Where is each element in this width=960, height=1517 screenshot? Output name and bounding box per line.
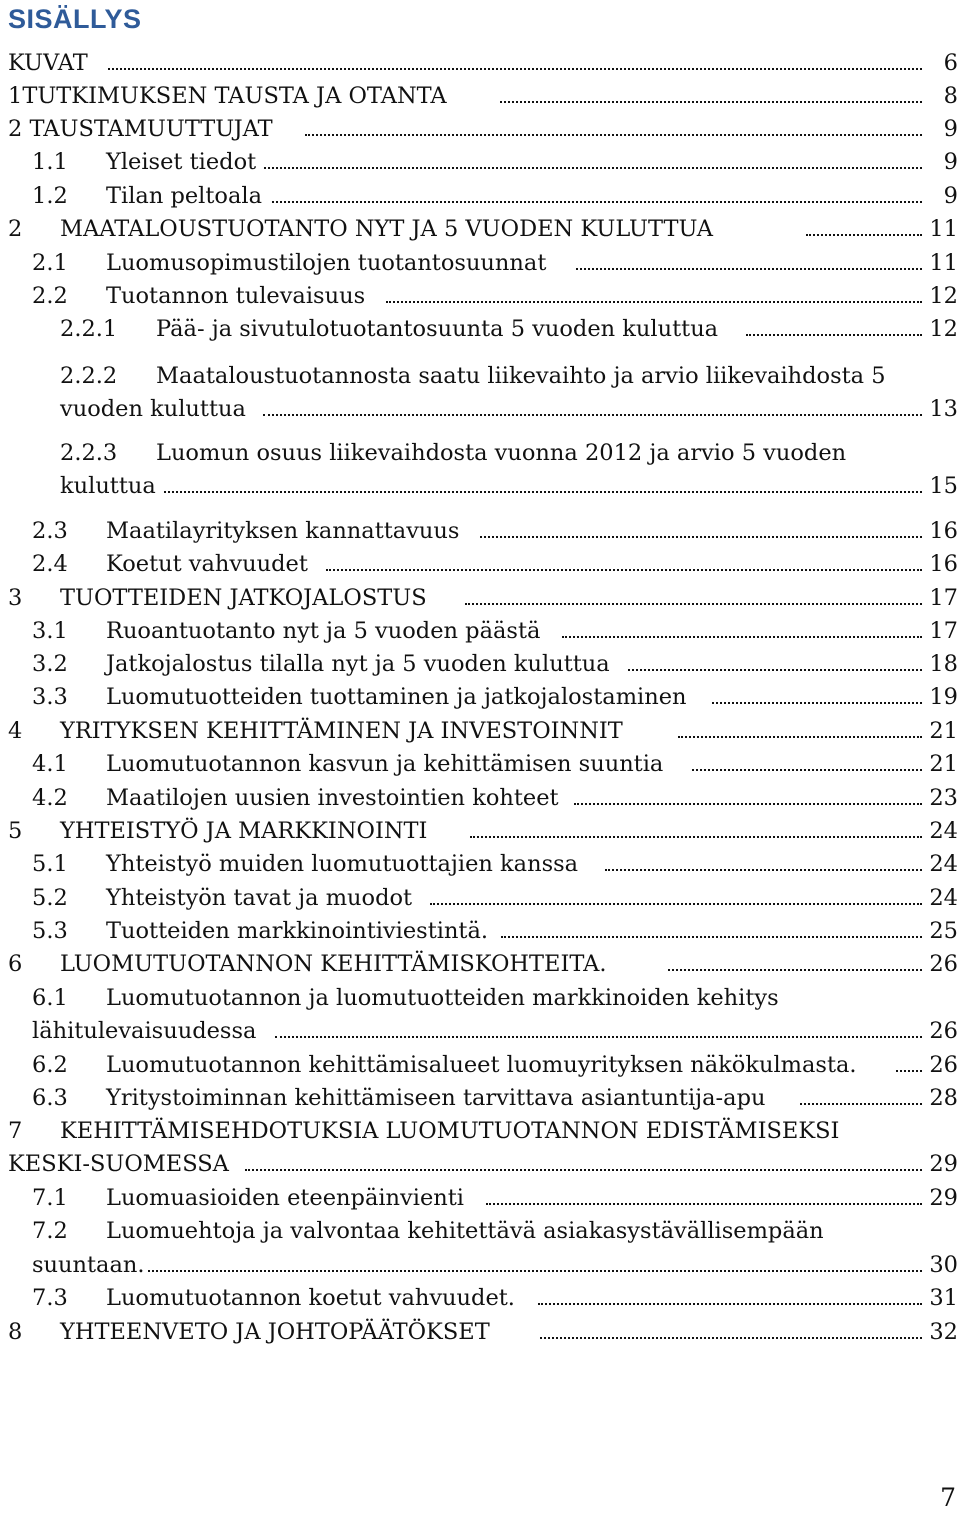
toc-entry[interactable] xyxy=(0,681,960,714)
toc-page-number: 25 xyxy=(929,918,958,944)
toc-entry-title-continuation: vuoden kuluttua xyxy=(60,396,246,422)
toc-dot-leader xyxy=(574,803,922,805)
toc-dot-leader xyxy=(326,569,922,571)
toc-page-number: 15 xyxy=(929,473,958,499)
toc-entry-number: 6.2 xyxy=(32,1052,68,1078)
toc-entry-title: YHTEENVETO JA JOHTOPÄÄTÖKSET xyxy=(60,1319,490,1345)
toc-dot-leader xyxy=(605,869,922,871)
toc-entry-number: 2.2.1 xyxy=(60,316,118,342)
toc-dot-leader xyxy=(806,234,922,236)
toc-page-number: 31 xyxy=(929,1285,958,1311)
toc-entry[interactable] xyxy=(0,360,960,393)
toc-entry-number: 4 xyxy=(8,718,23,744)
toc-page-number: 29 xyxy=(929,1185,958,1211)
toc-entry-number: 3.3 xyxy=(32,684,68,710)
toc-page-number: 9 xyxy=(943,149,958,175)
toc-dot-leader xyxy=(164,491,922,493)
page-number: 7 xyxy=(940,1483,956,1512)
toc-dot-leader xyxy=(272,201,922,203)
toc-dot-leader xyxy=(500,101,922,103)
toc-page-number: 13 xyxy=(929,396,958,422)
toc-entry[interactable] xyxy=(0,1182,960,1215)
toc-entry-title: LUOMUTUOTANNON KEHITTÄMISKOHTEITA. xyxy=(60,951,607,977)
toc-dot-leader xyxy=(576,268,922,270)
toc-page-number: 29 xyxy=(929,1151,958,1177)
toc-entry-title: Maatilayrityksen kannattavuus xyxy=(106,518,460,544)
toc-entry[interactable] xyxy=(0,1082,960,1115)
toc-entry[interactable] xyxy=(0,80,960,113)
toc-dot-leader xyxy=(263,414,922,416)
toc-page-number: 17 xyxy=(929,618,958,644)
toc-entry-title: Koetut vahvuudet xyxy=(106,551,308,577)
toc-entry-number: 7.2 xyxy=(32,1218,68,1244)
toc-entry[interactable] xyxy=(0,313,960,346)
toc-entry-number: 2.3 xyxy=(32,518,68,544)
toc-entry-title: TUOTTEIDEN JATKOJALOSTUS xyxy=(60,585,427,611)
toc-entry-number: 5.2 xyxy=(32,885,68,911)
toc-entry-number: 3.1 xyxy=(32,618,68,644)
toc-entry-title: Luomusopimustilojen tuotantosuunnat xyxy=(106,250,547,276)
toc-entry-number: 4.2 xyxy=(32,785,68,811)
toc-entry[interactable] xyxy=(0,848,960,881)
toc-entry-title: Luomun osuus liikevaihdosta vuonna 2012 ja arvio 5 vuoden xyxy=(156,440,847,466)
toc-dot-leader xyxy=(305,134,922,136)
toc-page-number: 12 xyxy=(929,283,958,309)
toc-entry-number: 1.1 xyxy=(32,149,68,175)
toc-dot-leader xyxy=(245,1169,922,1171)
toc-page-number: 19 xyxy=(929,684,958,710)
toc-entry-title: Yhteistyön tavat ja muodot xyxy=(106,885,413,911)
toc-page-number: 23 xyxy=(929,785,958,811)
toc-dot-leader xyxy=(678,736,922,738)
toc-entry[interactable] xyxy=(0,548,960,581)
toc-entry-title: Luomutuotannon koetut vahvuudet. xyxy=(106,1285,515,1311)
toc-entry-title: Tuotannon tulevaisuus xyxy=(106,283,366,309)
toc-dot-leader xyxy=(275,1036,922,1038)
toc-dot-leader xyxy=(480,536,922,538)
toc-entry-number: 1.2 xyxy=(32,183,68,209)
toc-entry-number: 5.3 xyxy=(32,918,68,944)
toc-heading: SISÄLLYS xyxy=(8,4,142,34)
toc-entry-title: KEHITTÄMISEHDOTUKSIA LUOMUTUOTANNON EDISTÄMISEKSI xyxy=(60,1118,840,1144)
toc-entry-title: YHTEISTYÖ JA MARKKINOINTI xyxy=(60,818,428,844)
toc-page-number: 16 xyxy=(929,518,958,544)
toc-page-number: 21 xyxy=(929,718,958,744)
toc-page-number: 24 xyxy=(929,851,958,877)
toc-entry-title: Luomutuotteiden tuottaminen ja jatkojalostaminen xyxy=(106,684,687,710)
toc-entry-number: 3.2 xyxy=(32,651,68,677)
toc-entry[interactable] xyxy=(0,582,960,615)
toc-entry-number: 7.1 xyxy=(32,1185,68,1211)
toc-entry-title: Yleiset tiedot xyxy=(106,149,257,175)
toc-entry[interactable] xyxy=(0,1282,960,1315)
toc-entry-title-continuation: KESKI-SUOMESSA xyxy=(8,1151,229,1177)
toc-entry[interactable] xyxy=(0,280,960,313)
toc-entry-title: Tuotteiden markkinointiviestintä. xyxy=(106,918,489,944)
toc-dot-leader xyxy=(746,334,922,336)
toc-page-number: 32 xyxy=(929,1319,958,1345)
toc-entry[interactable] xyxy=(0,515,960,548)
toc-dot-leader xyxy=(692,769,922,771)
toc-entry-number: 6.3 xyxy=(32,1085,68,1111)
toc-entry[interactable] xyxy=(0,948,960,981)
toc-entry-title: Luomutuotannon kasvun ja kehittämisen suuntia xyxy=(106,751,664,777)
toc-entry[interactable] xyxy=(0,615,960,648)
toc-dot-leader xyxy=(628,669,922,671)
toc-dot-leader xyxy=(264,167,922,169)
toc-entry-number: 8 xyxy=(8,1319,23,1345)
toc-page-number: 26 xyxy=(929,1018,958,1044)
toc-entry-number: 7.3 xyxy=(32,1285,68,1311)
toc-entry[interactable] xyxy=(0,648,960,681)
toc-entry[interactable] xyxy=(0,748,960,781)
toc-entry-title: YRITYKSEN KEHITTÄMINEN JA INVESTOINNIT xyxy=(60,718,623,744)
toc-dot-leader xyxy=(562,636,922,638)
toc-entry-title: Luomutuotannon ja luomutuotteiden markkinoiden kehitys xyxy=(106,985,779,1011)
toc-dot-leader xyxy=(470,836,922,838)
toc-page-number: 24 xyxy=(929,885,958,911)
toc-dot-leader xyxy=(501,936,922,938)
toc-page-number: 28 xyxy=(929,1085,958,1111)
toc-page-number: 9 xyxy=(943,116,958,142)
toc-dot-leader xyxy=(430,903,922,905)
toc-entry-title: Luomutuotannon kehittämisalueet luomuyrityksen näkökulmasta. xyxy=(106,1052,857,1078)
toc-page-number: 18 xyxy=(929,651,958,677)
toc-entry-title: Luomuasioiden eteenpäinvienti xyxy=(106,1185,465,1211)
toc-entry[interactable] xyxy=(0,47,960,80)
toc-entry-continuation[interactable] xyxy=(0,393,960,426)
toc-page-number: 17 xyxy=(929,585,958,611)
toc-entry-number: 3 xyxy=(8,585,23,611)
toc-entry-number: 6.1 xyxy=(32,985,68,1011)
toc-entry-number: 4.1 xyxy=(32,751,68,777)
toc-dot-leader xyxy=(386,301,922,303)
toc-entry[interactable] xyxy=(0,1316,960,1349)
toc-entry[interactable] xyxy=(0,1215,960,1248)
toc-page-number: 8 xyxy=(943,83,958,109)
toc-entry-number: 2 xyxy=(8,216,23,242)
toc-entry-title: Yhteistyö muiden luomutuottajien kanssa xyxy=(106,851,579,877)
toc-entry-number: 6 xyxy=(8,951,23,977)
toc-page-number: 16 xyxy=(929,551,958,577)
toc-entry-title: Luomuehtoja ja valvontaa kehitettävä asiakasystävällisempään xyxy=(106,1218,824,1244)
toc-entry-number: 2.2.3 xyxy=(60,440,118,466)
toc-page-number: 6 xyxy=(943,50,958,76)
toc-entry[interactable] xyxy=(0,982,960,1015)
toc-entry[interactable] xyxy=(0,213,960,246)
toc-entry[interactable] xyxy=(0,882,960,915)
toc-entry-title: Pää- ja sivutulotuotantosuunta 5 vuoden kuluttua xyxy=(156,316,719,342)
toc-entry[interactable] xyxy=(0,782,960,815)
toc-dot-leader xyxy=(486,1203,922,1205)
toc-dot-leader xyxy=(540,1337,922,1339)
toc-entry-title-continuation: lähitulevaisuudessa xyxy=(32,1018,257,1044)
toc-entry[interactable] xyxy=(0,815,960,848)
toc-entry-title: Maataloustuotannosta saatu liikevaihto ja arvio liikevaihdosta 5 xyxy=(156,363,886,389)
toc-entry-continuation[interactable] xyxy=(0,1015,960,1048)
toc-entry[interactable] xyxy=(0,247,960,280)
toc-dot-leader xyxy=(148,1270,922,1272)
toc-page-number: 11 xyxy=(929,216,958,242)
toc-entry-title: KUVAT xyxy=(8,50,88,76)
toc-page-number: 26 xyxy=(929,1052,958,1078)
toc-page-number: 9 xyxy=(943,183,958,209)
toc-entry-title: Maatilojen uusien investointien kohteet xyxy=(106,785,559,811)
toc-entry[interactable] xyxy=(0,715,960,748)
toc-entry-continuation[interactable] xyxy=(0,470,960,503)
toc-page-number: 26 xyxy=(929,951,958,977)
toc-entry-number: 5 xyxy=(8,818,23,844)
toc-dot-leader xyxy=(538,1303,922,1305)
toc-entry-number: 7 xyxy=(8,1118,23,1144)
toc-entry-continuation[interactable] xyxy=(0,1148,960,1181)
toc-entry[interactable] xyxy=(0,180,960,213)
toc-dot-leader xyxy=(108,68,922,70)
toc-entry-title: 1TUTKIMUKSEN TAUSTA JA OTANTA xyxy=(8,83,447,109)
toc-entry[interactable] xyxy=(0,1115,960,1148)
toc-entry[interactable] xyxy=(0,437,960,470)
toc-entry-number: 2.1 xyxy=(32,250,68,276)
toc-entry-title: Tilan peltoala xyxy=(106,183,262,209)
toc-page-number: 11 xyxy=(929,250,958,276)
toc-entry-title: MAATALOUSTUOTANTO NYT JA 5 VUODEN KULUTTUA xyxy=(60,216,713,242)
toc-dot-leader xyxy=(465,603,922,605)
toc-entry[interactable] xyxy=(0,113,960,146)
toc-page-number: 21 xyxy=(929,751,958,777)
toc-entry-title: 2 TAUSTAMUUTTUJAT xyxy=(8,116,273,142)
toc-dot-leader xyxy=(800,1103,922,1105)
toc-entry-number: 2.2 xyxy=(32,283,68,309)
toc-entry[interactable] xyxy=(0,146,960,179)
toc-dot-leader xyxy=(668,969,922,971)
toc-page-number: 24 xyxy=(929,818,958,844)
toc-entry-number: 2.4 xyxy=(32,551,68,577)
toc-entry[interactable] xyxy=(0,915,960,948)
toc-dot-leader xyxy=(896,1070,922,1072)
toc-entry-title: Ruoantuotanto nyt ja 5 vuoden päästä xyxy=(106,618,541,644)
toc-entry-title-continuation: kuluttua xyxy=(60,473,156,499)
toc-entry-title-continuation: suuntaan. xyxy=(32,1252,145,1278)
toc-entry-title: Jatkojalostus tilalla nyt ja 5 vuoden kuluttua xyxy=(106,651,610,677)
toc-page-number: 12 xyxy=(929,316,958,342)
toc-entry-continuation[interactable] xyxy=(0,1249,960,1282)
toc-entry-title: Yritystoiminnan kehittämiseen tarvittava asiantuntija-apu xyxy=(106,1085,766,1111)
toc-page-number: 30 xyxy=(929,1252,958,1278)
toc-entry-number: 2.2.2 xyxy=(60,363,118,389)
toc-entry[interactable] xyxy=(0,1049,960,1082)
toc-dot-leader xyxy=(712,702,922,704)
toc-entry-number: 5.1 xyxy=(32,851,68,877)
